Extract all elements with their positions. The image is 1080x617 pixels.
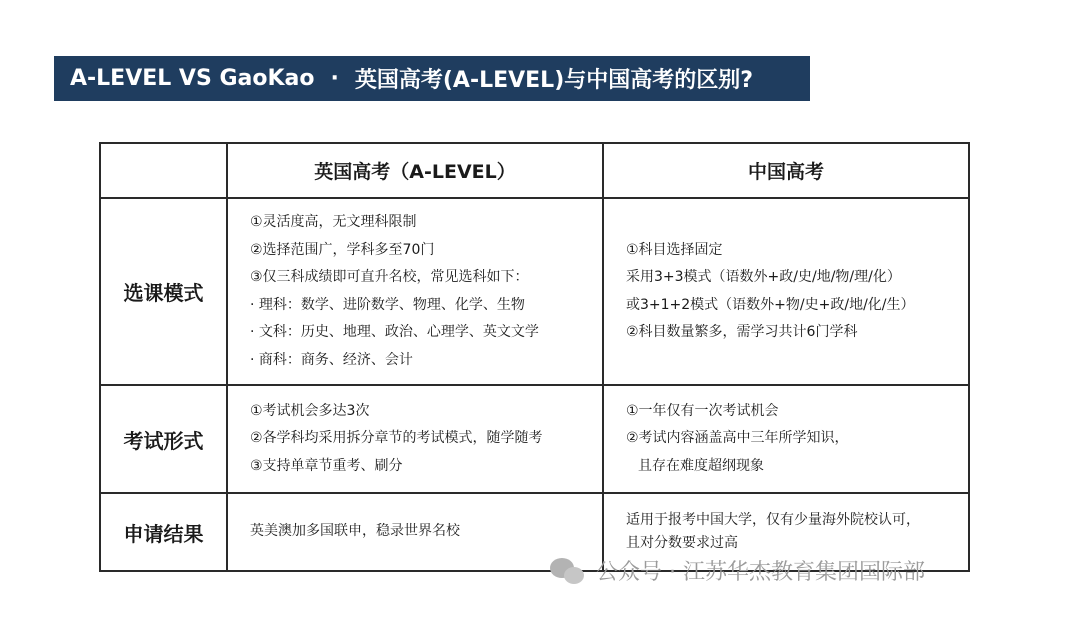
table-row: [100, 385, 969, 493]
cell-line: ①科目选择固定: [626, 241, 723, 258]
cell-line: · 文科：历史、地理、政治、心理学、英文文学: [250, 324, 539, 340]
row-label-exam-format: 考试形式: [100, 385, 227, 493]
cell-line: · 理科：数学、进阶数学、物理、化学、生物: [250, 296, 525, 313]
cell-line: ①灵活度高，无文理科限制: [250, 214, 417, 230]
cell-line: ③仅三科成绩即可直升名校，常见选科如下：: [250, 269, 529, 285]
alevel-course-selection-cell: [227, 198, 603, 385]
table-row: [100, 198, 969, 385]
cell-line: 或3+1+2模式（语数外+物/史+政/地/化/生）: [626, 296, 915, 313]
wechat-icon: [550, 556, 588, 586]
row-label-course-selection: 选课模式: [100, 198, 227, 385]
page-title-banner: [54, 56, 810, 101]
cell-line: ②各学科均采用拆分章节的考试模式，随学随考: [250, 430, 543, 447]
cell-line: 且对分数要求过高: [626, 535, 738, 551]
cell-line: 采用3+3模式（语数外+政/史/地/物/理/化）: [626, 269, 901, 285]
watermark: [550, 555, 925, 586]
cell-line: ②选择范围广，学科多至70门: [250, 241, 435, 258]
cell-line: ①一年仅有一次考试机会: [626, 402, 779, 419]
title-separator: ·: [330, 66, 339, 91]
cell-line: · 商科：商务、经济、会计: [250, 351, 413, 368]
cell-line: 适用于报考中国大学，仅有少量海外院校认可，: [626, 512, 920, 528]
title-right: 英国高考(A-LEVEL)与中国高考的区别?: [354, 68, 754, 93]
cell-line: ③支持单章节重考、刷分: [250, 457, 403, 474]
title-left: A-LEVEL VS GaoKao: [70, 66, 315, 91]
header-corner: [100, 143, 227, 198]
alevel-application-result-cell: [227, 493, 603, 571]
comparison-table: [99, 142, 970, 572]
cell-line: ①考试机会多达3次: [250, 402, 370, 419]
table-header-row: [100, 143, 969, 198]
cell-line: 且存在难度超纲现象: [638, 457, 764, 474]
header-gaokao: 中国高考: [603, 143, 969, 198]
alevel-exam-format-cell: [227, 385, 603, 493]
header-alevel: 英国高考（A-LEVEL）: [227, 143, 603, 198]
watermark-text: 公众号 · 江苏华杰教育集团国际部: [596, 560, 925, 585]
cell-line: ②科目数量繁多，需学习共计6门学科: [626, 324, 858, 340]
cell-line: 英美澳加多国联申，稳录世界名校: [250, 523, 460, 540]
row-label-application-result: 申请结果: [100, 493, 227, 571]
cell-line: ②考试内容涵盖高中三年所学知识，: [626, 430, 849, 447]
gaokao-course-selection-cell: [603, 198, 969, 385]
gaokao-exam-format-cell: [603, 385, 969, 493]
